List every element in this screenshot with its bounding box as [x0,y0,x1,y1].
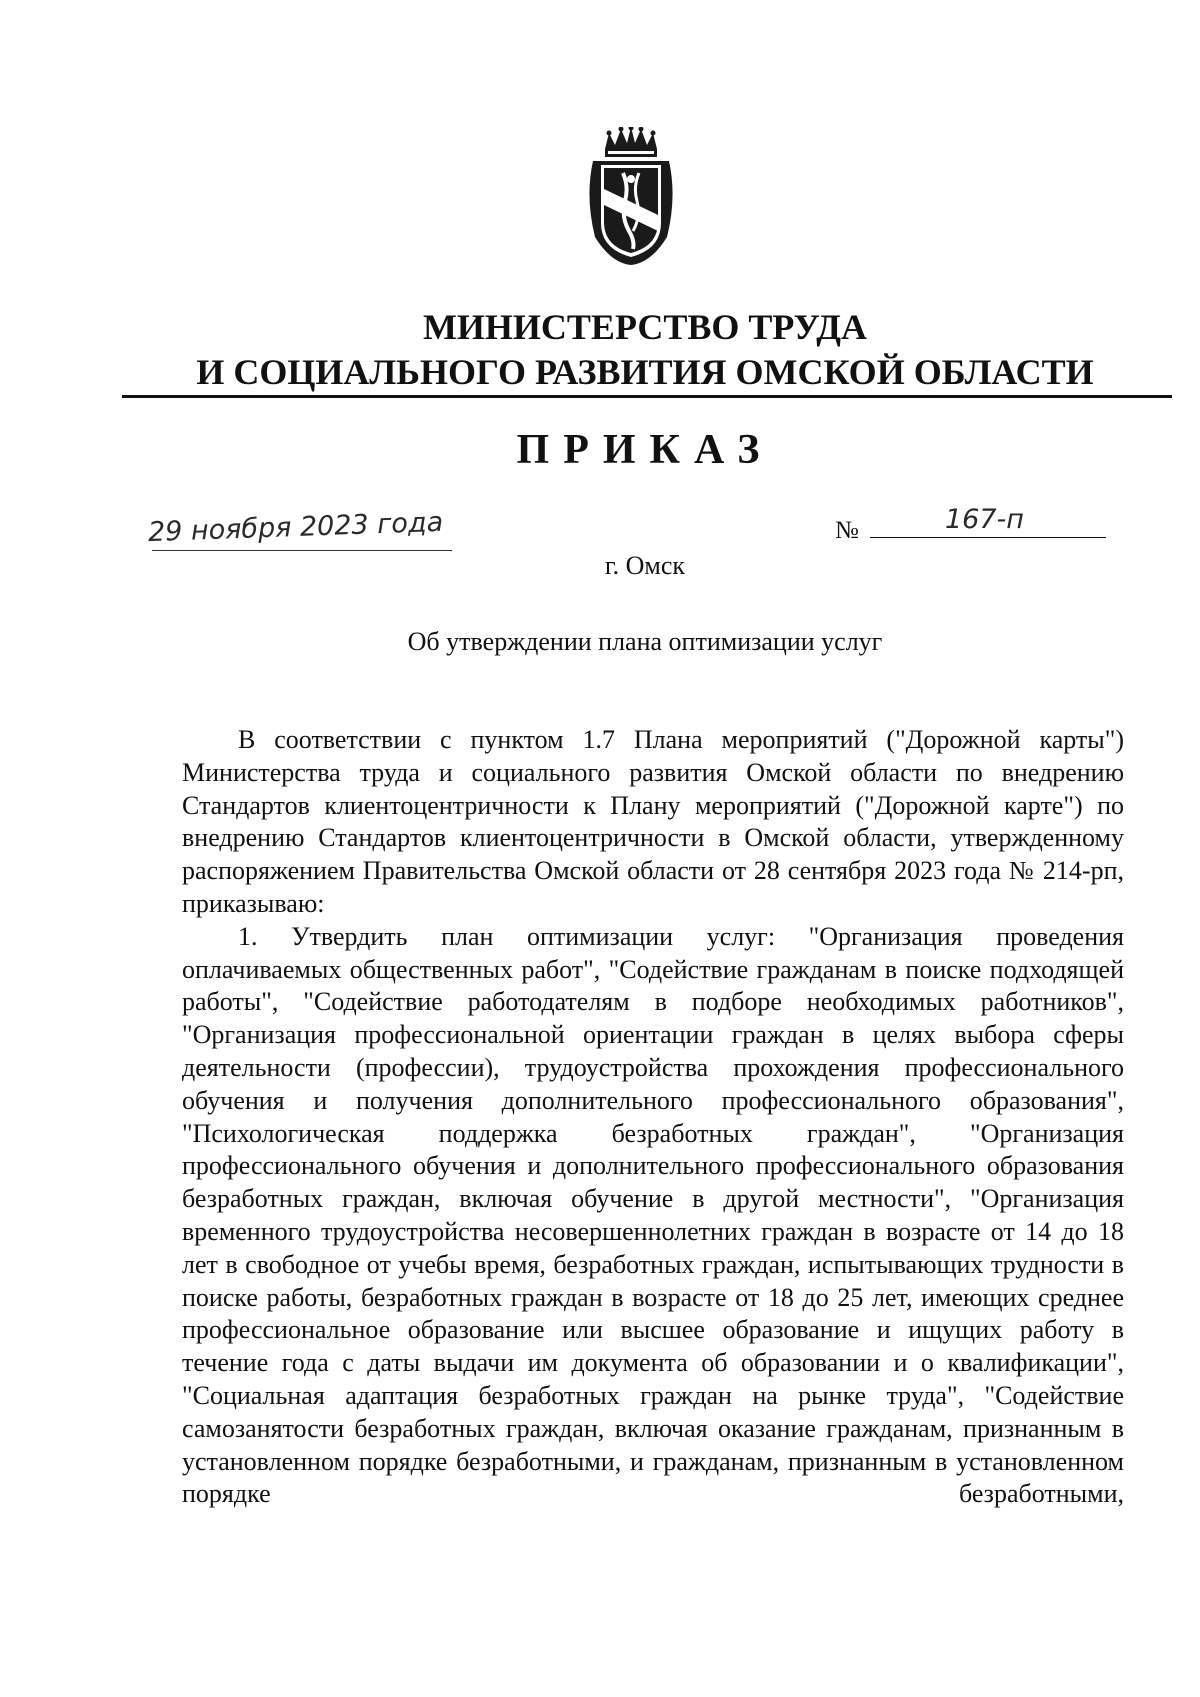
number-label: № [835,517,859,544]
handwritten-number: 167-п [945,504,1024,535]
handwritten-date: 29 ноября 2023 года [147,506,444,549]
order-subject: Об утверждении плана оптимизации услуг [407,627,883,656]
ministry-name-line1: МИНИСТЕРСТВО ТРУДА [422,307,868,347]
header-divider [122,395,1172,398]
coat-of-arms-icon [583,127,679,267]
preamble-paragraph: В соответствии с пунктом 1.7 Плана мероприятий ("Дорожной карты") Министерства труда и социального развития Омской области по внедрению Стандартов клиентоцентричности к Плану мероприятий ("Дорожной карте") по внедрению Стандартов клиентоцентричности в Омской области, утвержденному распоряжением Правительства Омской области от 28 сентября 2023 года № 214-рп, приказываю: [182,725,1124,918]
document-type-title: ПРИКАЗ [516,427,774,473]
order-body [182,724,1124,1511]
city-label: г. Омск [604,551,686,580]
number-underline [870,537,1106,538]
clause-1-paragraph: 1. Утвердить план оптимизации услуг: "Организация проведения оплачиваемых общественных работ", "Содействие гражданам в поиске подходящей работы", "Содействие работодателям в подборе необходимых работников", "Организация профессиональной ориентации граждан в целях выбора сферы деятельности (профессии), трудоустройства прохождения профессионального обучения и получения дополнительного профессионального образования", "Психологическая поддержка безработных граждан", "Организация профессионального обучения и дополнительного профессионального образования безработных граждан, включая обучение в другой местности", "Организация временного трудоустройства несовершеннолетних граждан в возрасте от 14 до 18 лет в свободное от учебы время, безработных граждан, испытывающих трудности в поиске работы, безработных граждан в возрасте от 18 до 25 лет, имеющих среднее профессиональное образование или высшее образование и ищущих работу в течение года с даты выдачи им документа об образовании и о квалификации", "Социальная адаптация безработных граждан на рынке труда", "Содействие самозанятости безработных граждан, включая оказание гражданам, признанным в установленном порядке безработными, и гражданам, признанным в установленном порядке безработными, [182,921,1124,1509]
ministry-name-line2: И СОЦИАЛЬНОГО РАЗВИТИЯ ОМСКОЙ ОБЛАСТИ [196,352,1094,392]
